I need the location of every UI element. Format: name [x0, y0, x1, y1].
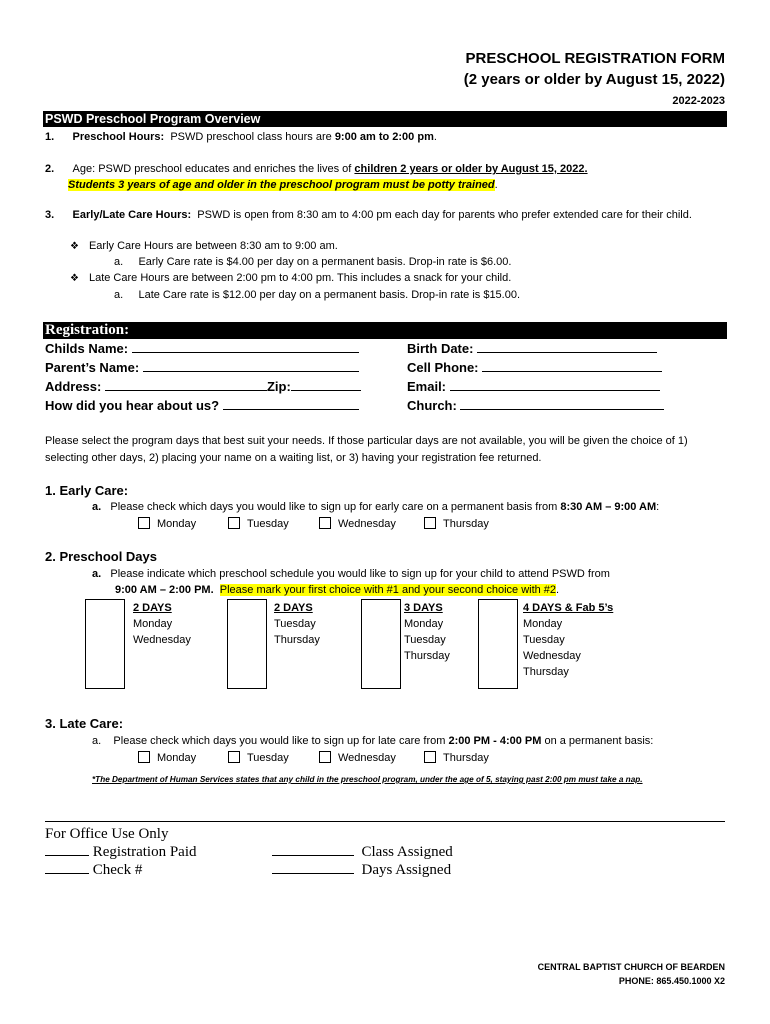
parents-name-field[interactable]: Parent’s Name:: [45, 360, 359, 375]
how-did-you-hear-field[interactable]: How did you hear about us?: [45, 398, 359, 413]
schedule-choice-box-4[interactable]: [478, 599, 518, 689]
late-care-rate: a. Late Care rate is $12.00 per day on a permanent basis. Drop-in rate is $15.00.: [114, 289, 521, 301]
zip-line[interactable]: [291, 390, 361, 391]
days-assigned-line[interactable]: [272, 873, 354, 874]
preschool-days-instruction: a. Please indicate which preschool schedule you would like to sign up for your child to attend PSWD from: [92, 568, 610, 580]
address-field[interactable]: Address: Zip:: [45, 379, 361, 394]
late-care-heading: 3. Late Care:: [45, 716, 124, 731]
registration-paid-line[interactable]: [45, 855, 89, 856]
schedule-choice-box-3[interactable]: [361, 599, 401, 689]
class-assigned-field[interactable]: Class Assigned: [272, 844, 453, 861]
diamond-bullet-icon: ❖: [70, 273, 79, 284]
schedule-option-4: 4 DAYS & Fab 5’s Monday Tuesday Wednesday Thursday: [523, 602, 614, 678]
office-use-title: For Office Use Only: [45, 826, 169, 842]
checkbox[interactable]: [228, 517, 240, 529]
late-care-checkbox-wednesday[interactable]: Wednesday: [319, 751, 396, 764]
checkbox[interactable]: [319, 751, 331, 763]
how-did-you-hear-line[interactable]: [223, 409, 359, 410]
overview-item-hours: 1. Preschool Hours: PSWD preschool class hours are 9:00 am to 2:00 pm.: [45, 131, 437, 143]
schedule-option-1: 2 DAYS Monday Wednesday: [133, 602, 191, 646]
early-care-checkbox-wednesday[interactable]: Wednesday: [319, 517, 396, 530]
schedule-option-2: 2 DAYS Tuesday Thursday: [274, 602, 320, 646]
preschool-days-heading: 2. Preschool Days: [45, 549, 157, 564]
address-line[interactable]: [105, 390, 267, 391]
nap-policy-note: *The Department of Human Services states that any child in the preschool program, under the age of 5, staying past 2:00 pm must take a nap.: [92, 775, 643, 784]
birth-date-field[interactable]: Birth Date:: [407, 341, 657, 356]
schedule-choice-box-2[interactable]: [227, 599, 267, 689]
early-care-checkbox-thursday[interactable]: Thursday: [424, 517, 489, 530]
checkbox[interactable]: [424, 751, 436, 763]
checkbox[interactable]: [424, 517, 436, 529]
cell-phone-line[interactable]: [482, 371, 662, 372]
days-assigned-field[interactable]: Days Assigned: [272, 862, 451, 879]
overview-item-care-hours: 3. Early/Late Care Hours: PSWD is open from 8:30 am to 4:00 pm each day for parents who prefer extended care for their child.: [45, 209, 692, 221]
office-divider: [45, 821, 725, 822]
potty-trained-note: Students 3 years of age and older in the preschool program must be potty trained.: [68, 179, 498, 191]
instructions-line2: selecting other days, 2) placing your name on a waiting list, or 3) having your registration fee returned.: [45, 452, 542, 464]
late-care-checkbox-tuesday[interactable]: Tuesday: [228, 751, 289, 764]
early-care-bullet: ❖ Early Care Hours are between 8:30 am to 9:00 am.: [70, 240, 338, 252]
parents-name-line[interactable]: [143, 371, 359, 372]
late-care-bullet: ❖ Late Care Hours are between 2:00 pm to 4:00 pm. This includes a snack for your child.: [70, 272, 512, 284]
late-care-instruction: a. Please check which days you would like to sign up for late care from 2:00 PM - 4:00 PM on a permanent basis:: [92, 735, 654, 747]
childs-name-field[interactable]: Childs Name:: [45, 341, 359, 356]
late-care-checkbox-monday[interactable]: Monday: [138, 751, 196, 764]
checkbox[interactable]: [319, 517, 331, 529]
instructions-line1: Please select the program days that best suit your needs. If those particular days are not available, you will be given the choice of 1): [45, 435, 688, 447]
late-care-checkbox-thursday[interactable]: Thursday: [424, 751, 489, 764]
cell-phone-field[interactable]: Cell Phone:: [407, 360, 662, 375]
birth-date-line[interactable]: [477, 352, 657, 353]
email-field[interactable]: Email:: [407, 379, 660, 394]
church-field[interactable]: Church:: [407, 398, 664, 413]
checkbox[interactable]: [138, 751, 150, 763]
early-care-instruction: a. Please check which days you would like to sign up for early care on a permanent basis from 8:30 AM – 9:00 AM:: [92, 501, 660, 513]
email-line[interactable]: [450, 390, 660, 391]
checkbox[interactable]: [228, 751, 240, 763]
footer-phone: PHONE: 865.450.1000 X2: [618, 976, 725, 986]
form-subtitle: (2 years or older by August 15, 2022): [463, 71, 725, 88]
childs-name-line[interactable]: [132, 352, 359, 353]
early-care-checkbox-tuesday[interactable]: Tuesday: [228, 517, 289, 530]
registration-paid-field[interactable]: Registration Paid: [45, 844, 197, 861]
class-assigned-line[interactable]: [272, 855, 354, 856]
schedule-option-3: 3 DAYS Monday Tuesday Thursday: [404, 602, 450, 662]
check-number-line[interactable]: [45, 873, 89, 874]
check-number-field[interactable]: Check #: [45, 862, 142, 879]
school-year: 2022-2023: [672, 95, 725, 107]
church-line[interactable]: [460, 409, 664, 410]
diamond-bullet-icon: ❖: [70, 241, 79, 252]
early-care-checkbox-monday[interactable]: Monday: [138, 517, 196, 530]
overview-bar: PSWD Preschool Program Overview: [43, 111, 727, 127]
footer-church-name: CENTRAL BAPTIST CHURCH OF BEARDEN: [537, 962, 725, 972]
schedule-choice-box-1[interactable]: [85, 599, 125, 689]
early-care-heading: 1. Early Care:: [45, 483, 129, 498]
overview-item-age: 2. Age: PSWD preschool educates and enriches the lives of children 2 years or older by August 15, 2022.: [45, 163, 588, 175]
checkbox[interactable]: [138, 517, 150, 529]
preschool-days-instruction-cont: 9:00 AM – 2:00 PM. Please mark your first choice with #1 and your second choice with #2.: [115, 584, 560, 596]
form-title: PRESCHOOL REGISTRATION FORM: [465, 50, 725, 67]
early-care-rate: a. Early Care rate is $4.00 per day on a permanent basis. Drop-in rate is $6.00.: [114, 256, 512, 268]
registration-bar: Registration:: [43, 322, 727, 339]
